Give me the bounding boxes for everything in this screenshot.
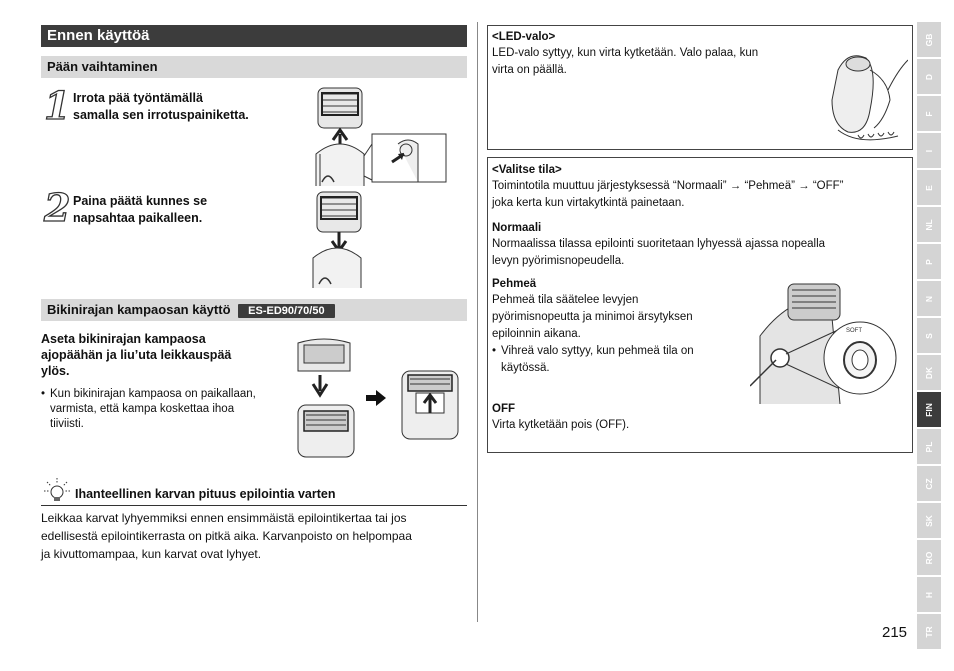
normal-text-line-2: levyn pyörimisnopeudella.: [492, 255, 625, 267]
lang-tab-sk[interactable]: [917, 503, 941, 538]
lang-tab-p[interactable]: [917, 244, 941, 279]
lang-tab-ro[interactable]: [917, 540, 941, 575]
lang-tab-d[interactable]: [917, 59, 941, 94]
bikini-instruction-line-3: ylös.: [41, 364, 70, 378]
bikini-comb-title-text: Bikinirajan kampaosan käyttö: [47, 302, 231, 317]
lang-tab-fin[interactable]: [917, 392, 941, 427]
lang-tab-dk[interactable]: [917, 355, 941, 390]
soft-bullet-line-2: käytössä.: [501, 362, 550, 374]
subsection-title-head-change: Pään vaihtaminen: [41, 56, 467, 78]
led-text-line-1: LED-valo syttyy, kun virta kytketään. Valo palaa, kun: [492, 47, 759, 59]
led-text-line-2: virta on päällä.: [492, 64, 567, 76]
lang-tab-pl[interactable]: [917, 429, 941, 464]
lang-tab-label: H: [924, 591, 934, 598]
lang-tab-label: N: [924, 295, 934, 302]
lang-tab-i[interactable]: [917, 133, 941, 168]
bikini-note: [41, 387, 296, 432]
lang-tab-label: DK: [924, 366, 934, 379]
mode-title: <Valitse tila>: [492, 164, 562, 176]
lang-tab-label: I: [924, 149, 934, 152]
lang-tab-label: FIN: [924, 402, 934, 417]
led-box: [487, 25, 913, 150]
bikini-instruction: [41, 331, 291, 379]
lang-tab-n[interactable]: [917, 281, 941, 316]
lang-tab-f[interactable]: [917, 96, 941, 131]
tip-text: [41, 509, 471, 563]
soft-mode-label: SOFT: [846, 328, 862, 334]
lang-tab-label: S: [924, 332, 934, 339]
lang-tab-label: NL: [924, 218, 934, 231]
lang-tab-label: F: [924, 110, 934, 117]
normal-title: Normaali: [492, 222, 542, 234]
mode-text-line-1: Toimintotila muuttuu järjestyksessä “Normaali” → “Pehmeä” → “OFF”: [492, 180, 844, 192]
tip-line-2: edellisestä epilointikerrasta on pitkä aika. Karvanpoisto on helpompaa: [41, 529, 412, 543]
section-title: Ennen käyttöä: [41, 25, 467, 47]
language-tabs: [917, 22, 941, 651]
mode-box: [487, 157, 913, 453]
soft-text-line-1: Pehmeä tila säätelee levyjen: [492, 294, 639, 306]
lang-tab-gb[interactable]: [917, 22, 941, 57]
column-divider: [477, 22, 478, 622]
soft-text-line-2: pyörimisnopeutta ja minimoi ärsytyksen: [492, 311, 693, 323]
tip-title: Ihanteellinen karvan pituus epilointia varten: [75, 487, 336, 501]
tip-line-1: Leikkaa karvat lyhyemmiksi ennen ensimmäistä epilointikertaa tai jos: [41, 511, 407, 525]
bikini-note-line-2: varmista, että kampa koskettaa ihoa: [50, 403, 235, 415]
step-2-line-1: Paina päätä kunnes se: [73, 194, 208, 208]
lang-tab-h[interactable]: [917, 577, 941, 612]
page-number: 215: [882, 624, 908, 641]
bikini-comb-illustration: [294, 335, 464, 460]
lang-tab-label: GB: [924, 33, 934, 46]
soft-mode-switch-illustration: [750, 276, 900, 406]
bikini-note-line-1: • Kun bikinirajan kampaosa on paikallaan,: [50, 388, 256, 400]
off-text: Virta kytketään pois (OFF).: [492, 419, 630, 431]
subsection-title-bikini-comb: [41, 299, 467, 321]
lang-tab-label: PL: [924, 441, 934, 452]
lang-tab-e[interactable]: [917, 170, 941, 205]
step-1-line-2: samalla sen irrotuspainiketta.: [73, 108, 249, 122]
soft-bullet-line-1: • Vihreä valo syttyy, kun pehmeä tila on: [501, 345, 694, 357]
step-number-2: 2: [44, 185, 71, 230]
lang-tab-label: TR: [924, 625, 934, 638]
lang-tab-s[interactable]: [917, 318, 941, 353]
lang-tab-cz[interactable]: [917, 466, 941, 501]
bikini-instruction-line-1: Aseta bikinirajan kampaosa: [41, 332, 206, 346]
head-attach-illustration: [303, 190, 365, 288]
step-number-1: 1: [44, 83, 71, 128]
step-1-text: [73, 90, 303, 124]
step-2-line-2: napsahtaa paikalleen.: [73, 211, 203, 225]
off-title: OFF: [492, 403, 515, 415]
lang-tab-nl[interactable]: [917, 207, 941, 242]
epilator-in-hand-illustration: [818, 40, 908, 150]
bikini-note-item: [41, 387, 296, 432]
led-title: <LED-valo>: [492, 31, 556, 43]
soft-title: Pehmeä: [492, 278, 537, 290]
mode-text-line-2: joka kerta kun virtakytkintä painetaan.: [492, 197, 685, 209]
tip-icon: [44, 478, 70, 502]
tip-underline: [41, 505, 467, 506]
lang-tab-label: CZ: [924, 477, 934, 490]
lang-tab-label: P: [924, 258, 934, 265]
model-badge: ES-ED90/70/50: [238, 304, 334, 318]
step-2-text: [73, 193, 303, 227]
head-removal-illustration: [300, 84, 450, 186]
soft-text-line-3: epiloinnin aikana.: [492, 328, 581, 340]
lang-tab-tr[interactable]: [917, 614, 941, 649]
lang-tab-label: E: [924, 184, 934, 191]
step-1-line-1: Irrota pää työntämällä: [73, 91, 203, 105]
lang-tab-label: SK: [924, 514, 934, 527]
lang-tab-label: RO: [924, 551, 934, 564]
bikini-instruction-line-2: ajopäähän ja liu’uta leikkauspää: [41, 348, 232, 362]
tip-line-3: ja kivuttomampaa, kun karvat ovat lyhyet.: [41, 547, 262, 561]
normal-text-line-1: Normaalissa tilassa epilointi suoritetaan lyhyessä ajassa nopealla: [492, 238, 826, 250]
lang-tab-label: D: [924, 73, 934, 80]
bikini-note-line-3: tiiviisti.: [50, 418, 84, 430]
